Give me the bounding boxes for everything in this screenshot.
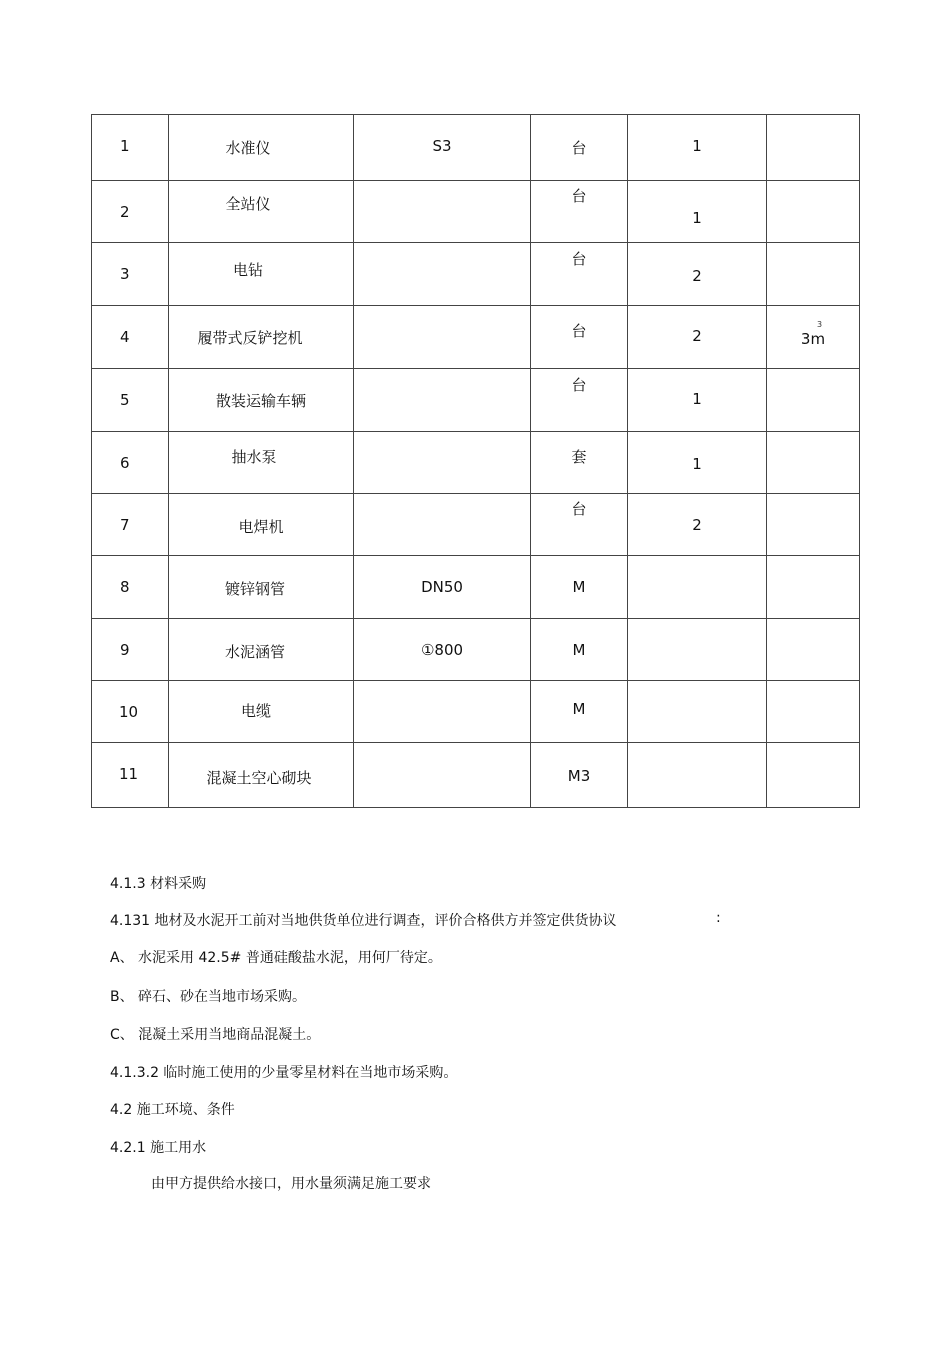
equipment-quantity-cell — [628, 306, 767, 369]
equipment-quantity-cell — [628, 619, 767, 681]
row-number: 6 — [120, 454, 130, 472]
equipment-unit: M — [572, 641, 586, 659]
equipment-spec-cell — [354, 494, 531, 556]
note-superscript: 3 — [817, 320, 823, 329]
equipment-unit-cell — [531, 681, 628, 743]
row-number-cell — [92, 243, 169, 306]
equipment-name: 电缆 — [240, 702, 272, 720]
equipment-unit: 台 — [571, 250, 587, 268]
equipment-unit-cell — [531, 115, 628, 181]
row-number: 4 — [120, 328, 130, 346]
paragraph-4-2-1: 由甲方提供给水接口，用水量须满足施工要求 — [151, 1176, 431, 1192]
equipment-quantity: 1 — [692, 390, 702, 408]
row-number-cell — [92, 432, 169, 494]
equipment-unit: 台 — [571, 322, 587, 340]
table-row — [92, 743, 860, 808]
equipment-quantity-cell — [628, 243, 767, 306]
table-row — [92, 306, 860, 369]
equipment-unit: 套 — [571, 448, 587, 466]
row-number: 2 — [120, 203, 130, 221]
equipment-quantity-cell — [628, 494, 767, 556]
equipment-name: 电焊机 — [238, 518, 284, 536]
row-number: 3 — [120, 265, 130, 283]
row-number-cell — [92, 369, 169, 432]
equipment-spec-cell — [354, 619, 531, 681]
equipment-unit-cell — [531, 243, 628, 306]
equipment-spec-cell — [354, 432, 531, 494]
row-number-cell — [92, 181, 169, 243]
equipment-unit-cell — [531, 743, 628, 808]
equipment-unit: M — [572, 578, 586, 596]
equipment-spec-cell — [354, 743, 531, 808]
equipment-spec-cell — [354, 681, 531, 743]
equipment-quantity-cell — [628, 432, 767, 494]
equipment-note-cell — [767, 494, 860, 556]
equipment-note-cell — [767, 681, 860, 743]
paragraph-4-1-3-1 — [110, 910, 617, 930]
equipment-name-cell — [169, 494, 354, 556]
table-row — [92, 115, 860, 181]
equipment-quantity: 1 — [692, 209, 702, 227]
equipment-unit: M3 — [567, 767, 591, 785]
row-number: 7 — [120, 516, 130, 534]
equipment-spec: DN50 — [421, 578, 463, 596]
equipment-quantity-cell — [628, 681, 767, 743]
equipment-name: 水准仪 — [225, 139, 271, 157]
equipment-unit-cell — [531, 369, 628, 432]
item-c: C、 混凝土采用当地商品混凝土。 — [110, 1027, 321, 1043]
equipment-unit: 台 — [571, 139, 587, 157]
equipment-spec-cell — [354, 306, 531, 369]
equipment-spec-cell — [354, 243, 531, 306]
paragraph-4-1-3-1-colon: : — [716, 910, 721, 926]
equipment-unit-cell — [531, 306, 628, 369]
equipment-quantity-cell — [628, 743, 767, 808]
equipment-spec-cell — [354, 556, 531, 619]
section-heading-4-2: 4.2 施工环境、条件 — [110, 1102, 235, 1118]
equipment-note-cell — [767, 743, 860, 808]
paragraph-4-1-3-2: 4.1.3.2 临时施工使用的少量零星材料在当地市场采购。 — [110, 1065, 458, 1081]
equipment-note-cell — [767, 432, 860, 494]
table-row — [92, 681, 860, 743]
row-number: 1 — [120, 137, 130, 155]
item-b: B、 碎石、砂在当地市场采购。 — [110, 989, 307, 1005]
equipment-note-cell — [767, 243, 860, 306]
equipment-note-cell — [767, 556, 860, 619]
equipment-table-body — [92, 115, 860, 808]
equipment-note-cell — [767, 619, 860, 681]
equipment-unit-cell — [531, 494, 628, 556]
row-number-cell — [92, 681, 169, 743]
equipment-quantity: 2 — [692, 516, 702, 534]
paragraph-4-1-3-1-text: 4.131 地材及水泥开工前对当地供货单位进行调查，评价合格供方并签定供货协议 — [110, 913, 617, 929]
equipment-name: 电钻 — [232, 261, 264, 279]
equipment-quantity: 1 — [692, 455, 702, 473]
equipment-note-cell — [767, 115, 860, 181]
equipment-unit: 台 — [571, 376, 587, 394]
row-number: 11 — [119, 765, 139, 783]
equipment-quantity: 2 — [692, 267, 702, 285]
equipment-name: 抽水泵 — [231, 448, 277, 466]
section-heading-4-1-3: 4.1.3 材料采购 — [110, 876, 207, 892]
table-row — [92, 432, 860, 494]
row-number-cell — [92, 494, 169, 556]
table-row — [92, 243, 860, 306]
equipment-quantity: 1 — [692, 137, 702, 155]
equipment-unit-cell — [531, 181, 628, 243]
row-number-cell — [92, 115, 169, 181]
equipment-unit: 台 — [571, 500, 587, 518]
equipment-quantity-cell — [628, 181, 767, 243]
equipment-name-cell — [169, 115, 354, 181]
equipment-spec: S3 — [432, 137, 452, 155]
equipment-spec-cell — [354, 181, 531, 243]
equipment-spec: ①800 — [420, 641, 464, 659]
equipment-quantity-cell — [628, 556, 767, 619]
equipment-name-cell — [169, 743, 354, 808]
equipment-note-cell — [767, 181, 860, 243]
equipment-name: 全站仪 — [225, 195, 271, 213]
item-a: A、 水泥采用 42.5# 普通硅酸盐水泥，用何厂待定。 — [110, 950, 442, 966]
table-row — [92, 556, 860, 619]
row-number-cell — [92, 306, 169, 369]
equipment-name-cell — [169, 681, 354, 743]
equipment-note: 3m — [800, 330, 826, 348]
equipment-quantity-cell — [628, 369, 767, 432]
row-number-cell — [92, 619, 169, 681]
equipment-name-cell — [169, 432, 354, 494]
equipment-name: 镀锌钢管 — [224, 580, 286, 598]
equipment-unit: 台 — [571, 187, 587, 205]
equipment-quantity-cell — [628, 115, 767, 181]
equipment-unit: M — [572, 700, 586, 718]
equipment-name-cell — [169, 369, 354, 432]
row-number: 8 — [120, 578, 130, 596]
row-number-cell — [92, 743, 169, 808]
equipment-unit-cell — [531, 556, 628, 619]
equipment-name: 水泥涵管 — [224, 643, 286, 661]
equipment-name-cell — [169, 619, 354, 681]
table-row — [92, 181, 860, 243]
equipment-quantity: 2 — [692, 327, 702, 345]
equipment-spec-cell — [354, 115, 531, 181]
section-heading-4-2-1: 4.2.1 施工用水 — [110, 1140, 207, 1156]
equipment-name-cell — [169, 306, 354, 369]
equipment-name: 散装运输车辆 — [215, 392, 307, 410]
row-number: 9 — [120, 641, 130, 659]
equipment-name-cell — [169, 181, 354, 243]
equipment-table — [91, 114, 860, 808]
equipment-note-cell — [767, 306, 860, 369]
equipment-spec-cell — [354, 369, 531, 432]
table-row — [92, 619, 860, 681]
equipment-unit-cell — [531, 432, 628, 494]
equipment-unit-cell — [531, 619, 628, 681]
row-number: 10 — [119, 703, 139, 721]
equipment-name-cell — [169, 556, 354, 619]
table-row — [92, 494, 860, 556]
table-row — [92, 369, 860, 432]
equipment-note-cell — [767, 369, 860, 432]
equipment-name: 混凝土空心砌块 — [206, 769, 312, 787]
row-number: 5 — [120, 391, 130, 409]
row-number-cell — [92, 556, 169, 619]
equipment-name: 履带式反铲挖机 — [197, 329, 303, 347]
equipment-name-cell — [169, 243, 354, 306]
